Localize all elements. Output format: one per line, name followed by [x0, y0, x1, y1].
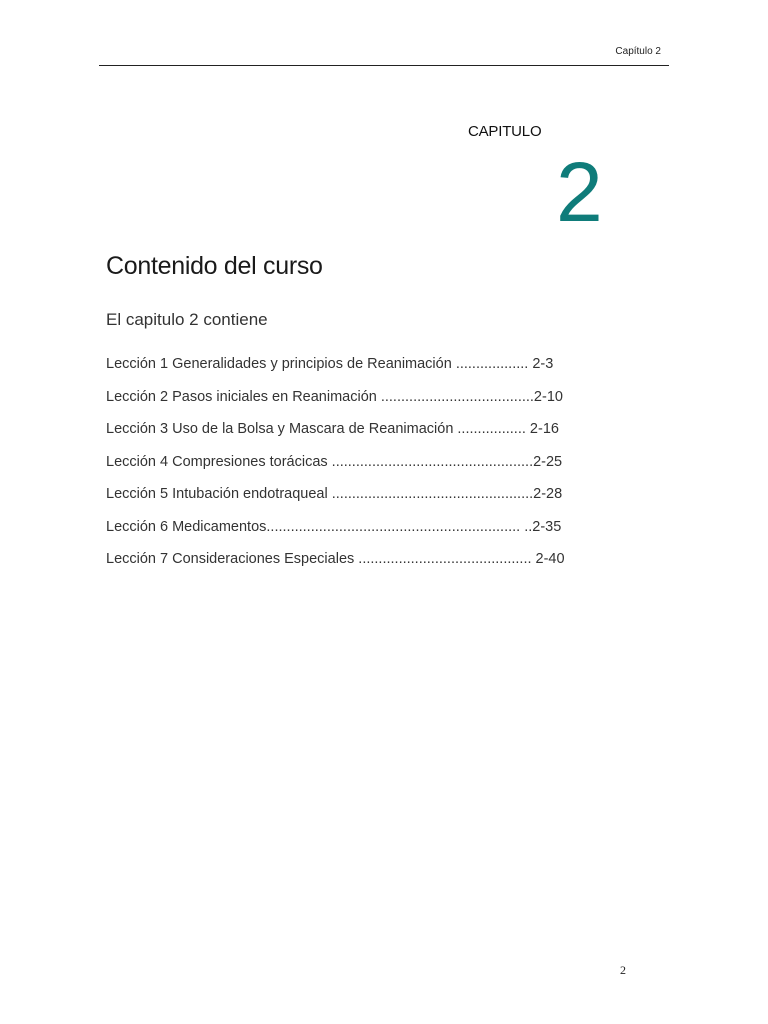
header-rule: [99, 65, 669, 66]
toc-entry-lesson-6: Lección 6 Medicamentos............................................................... ..2-35: [106, 518, 562, 535]
toc-entry-lesson-1: Lección 1 Generalidades y principios de Reanimación .................. 2-3: [106, 356, 554, 372]
section-title: Contenido del curso: [106, 252, 323, 280]
section-subtitle: El capitulo 2 contiene: [106, 310, 268, 329]
page-number: 2: [620, 963, 626, 977]
toc-entry-lesson-3: Lección 3 Uso de la Bolsa y Mascara de Reanimación ................. 2-16: [106, 421, 559, 437]
toc-entry-lesson-2: Lección 2 Pasos iniciales en Reanimación ......................................2-10: [106, 388, 563, 405]
toc-entry-lesson-4: Lección 4 Compresiones torácicas ..................................................2-25: [106, 453, 563, 470]
chapter-number: 2: [556, 145, 603, 239]
chapter-label: CAPITULO: [468, 123, 542, 140]
table-of-contents: [106, 356, 566, 584]
toc-entry-lesson-5: Lección 5 Intubación endotraqueal ..................................................2-28: [106, 486, 563, 502]
toc-entry-lesson-7: Lección 7 Consideraciones Especiales ........................................... 2-40: [106, 551, 565, 567]
running-header: Capítulo 2: [615, 46, 661, 57]
